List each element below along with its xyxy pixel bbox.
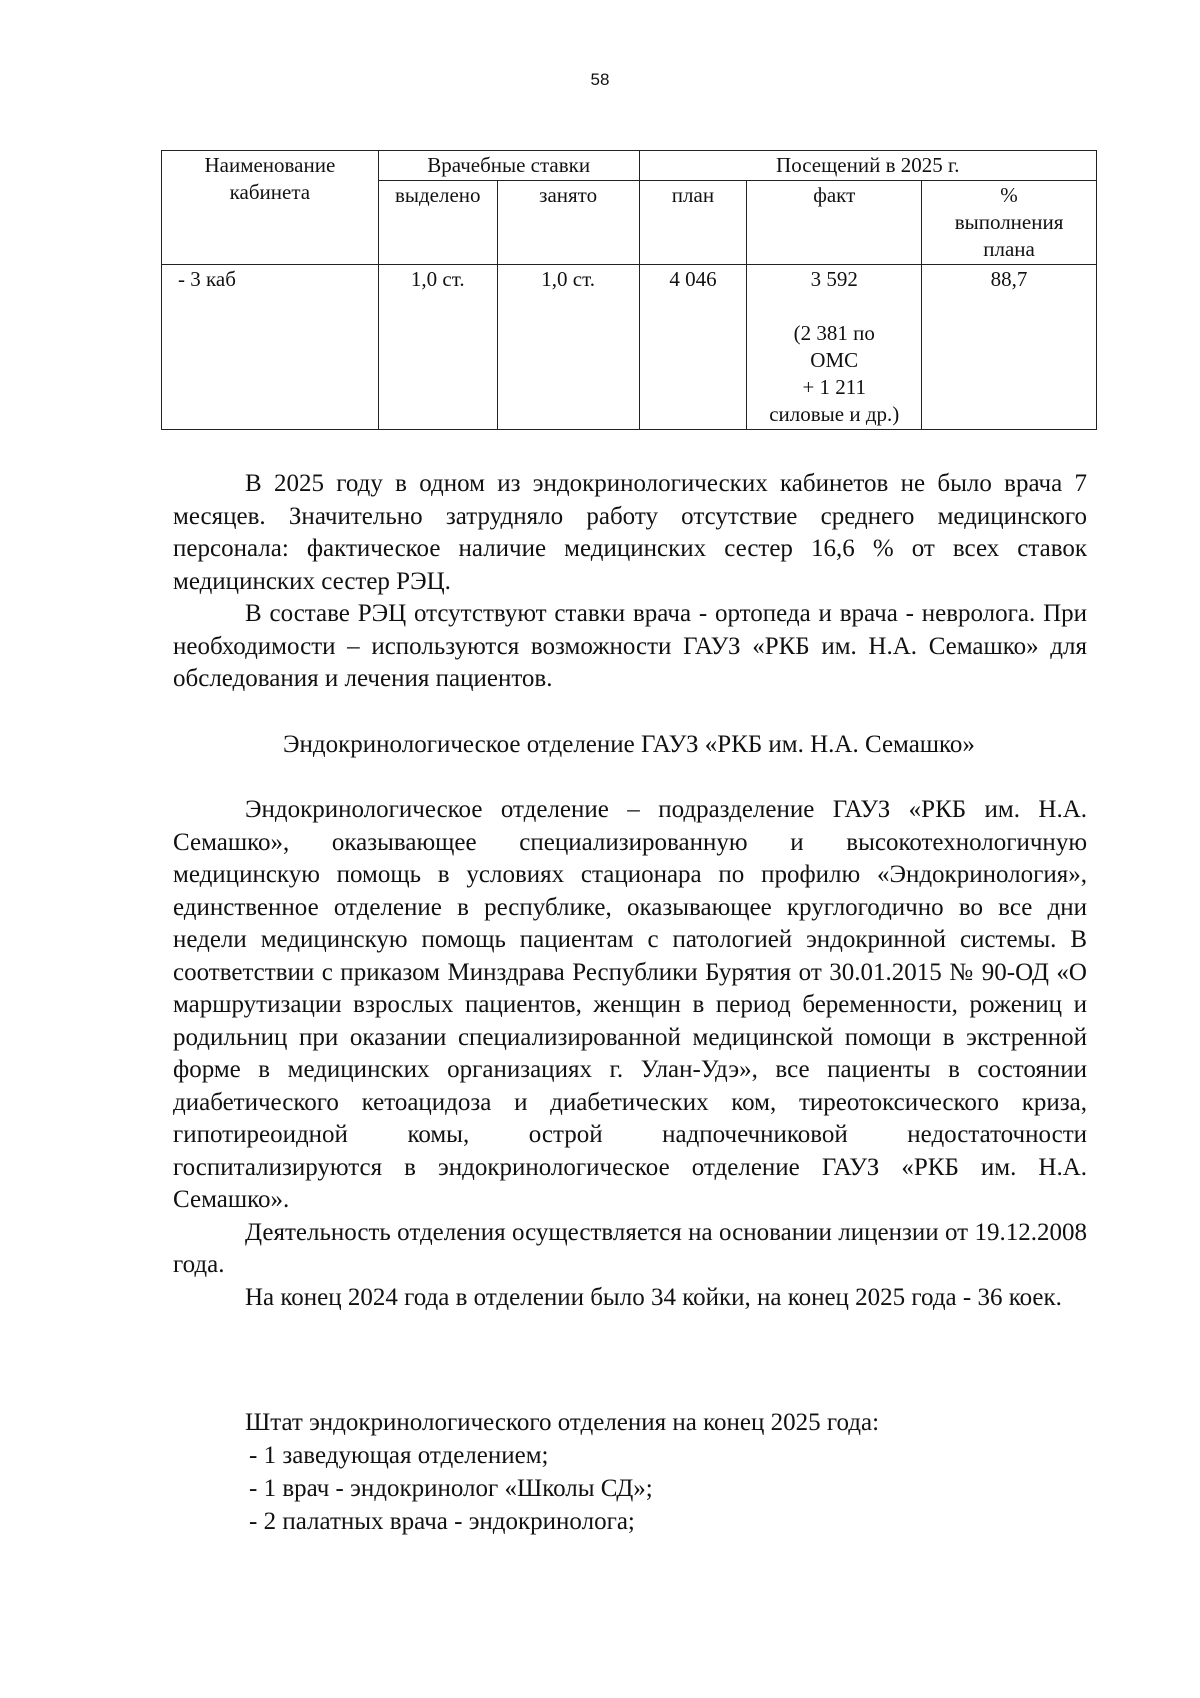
staff-section: [173, 1406, 1087, 1538]
subheader-plan: план: [639, 181, 747, 265]
cell-percent: 88,7: [922, 265, 1097, 430]
cell-occupied: 1,0 ст.: [497, 265, 639, 430]
subheader-occupied: занято: [497, 181, 639, 265]
percent-line-1: %: [1000, 183, 1018, 207]
paragraph: Деятельность отделения осуществляется на основании лицензии от 19.12.2008 года.: [173, 1218, 1087, 1278]
text-block-1: [173, 468, 1087, 696]
list-item: - 2 палатных врача - эндокринолога;: [249, 1508, 635, 1535]
fact-detail-1: (2 381 по: [793, 321, 875, 345]
subheader-percent: [922, 181, 1097, 265]
list-item: - 1 заведующая отделением;: [249, 1442, 549, 1469]
cell-cabinet-name: - 3 каб: [162, 265, 379, 430]
section-heading: Эндокринологическое отделение ГАУЗ «РКБ им. Н.А. Семашко»: [283, 731, 975, 758]
staff-title: Штат эндокринологического отделения на конец 2025 года:: [245, 1409, 880, 1436]
fact-detail-2: ОМС: [810, 348, 859, 372]
header-cabinet-name: Наименование кабинета: [162, 151, 379, 265]
page-number: 58: [590, 70, 610, 89]
fact-detail-4: силовые и др.): [769, 402, 900, 426]
paragraph: На конец 2024 года в отделении было 34 койки, на конец 2025 года - 36 коек.: [245, 1283, 1062, 1311]
cell-plan: 4 046: [639, 265, 747, 430]
paragraph: В составе РЭЦ отсутствуют ставки врача - ортопеда и врача - невролога. При необходимости – используются возможности ГАУЗ «РКБ им. Н.А. Семашко» для обследования и лечения пациентов.: [173, 600, 1087, 692]
paragraph: Эндокринологическое отделение – подразделение ГАУЗ «РКБ им. Н.А. Семашко», оказывающее специализированную и высокотехнологичную медицинскую помощь в условиях стационара по профилю «Эндокринология», единственное отделение в республике, оказывающее круглогодично во все дни недели медицинскую помощь пациентам с патологией эндокринной системы. В соответствии с приказом Минздрава Республики Бурятия от 30.01.2015 № 90-ОД «О маршрутизации взрослых пациентов, женщин в период беременности, рожениц и родильниц при оказании специализированной медицинской помощи в экстренной форме в медицинских организациях г. Улан-Удэ», все пациенты в состоянии диабетического кетоацидоза и диабетических ком, тиреотоксического криза, гипотиреоидной комы, острой надпочечниковой недостаточности госпитализируются в эндокринологическое отделение ГАУЗ «РКБ им. Н.А. Семашко».: [173, 796, 1087, 1213]
staff-list: [173, 1439, 1087, 1538]
fact-value: 3 592: [810, 267, 858, 291]
visits-table: [161, 150, 1097, 430]
list-item: - 1 врач - эндокринолог «Школы СД»;: [249, 1475, 653, 1502]
header-visits-2025: Посещений в 2025 г.: [639, 151, 1096, 181]
paragraph: В 2025 году в одном из эндокринологических кабинетов не было врача 7 месяцев. Значительно затрудняло работу отсутствие среднего медицинского персонала: фактическое наличие медицинских сестер 16,6 % от всех ставок медицинских сестер РЭЦ.: [173, 470, 1087, 595]
fact-detail-3: + 1 211: [802, 375, 867, 399]
percent-line-2: выполнения: [954, 210, 1064, 234]
table-header-row: [162, 151, 1097, 181]
cell-fact: [747, 265, 922, 430]
percent-line-3: плана: [983, 237, 1035, 261]
cell-allocated: 1,0 ст.: [378, 265, 497, 430]
text-block-2: [173, 794, 1087, 1314]
subheader-fact: факт: [747, 181, 922, 265]
subheader-allocated: выделено: [378, 181, 497, 265]
header-doctor-rates: Врачебные ставки: [378, 151, 639, 181]
table-row: [162, 265, 1097, 430]
